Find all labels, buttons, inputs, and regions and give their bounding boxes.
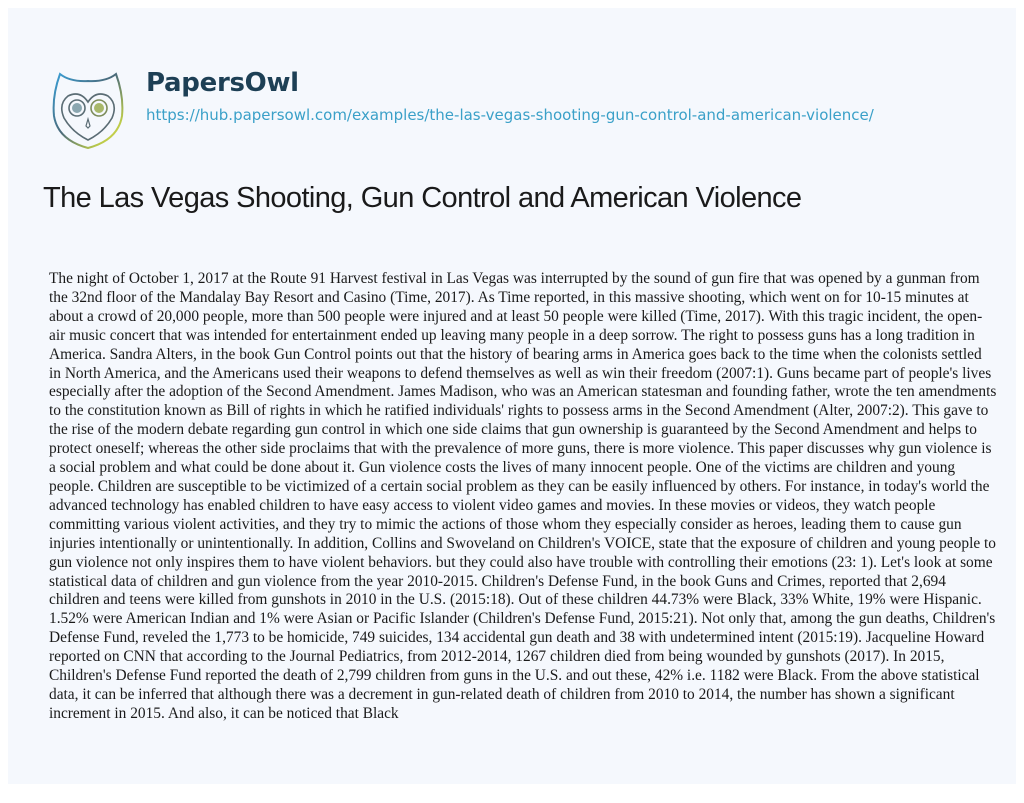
brand-block [146,64,906,126]
brand-name: PapersOwl [146,68,299,98]
site-header [50,64,906,152]
source-url-link[interactable]: https://hub.papersowl.com/examples/the-las-vegas-shooting-gun-control-and-american-violence/ [146,106,874,124]
owl-logo-icon [50,66,126,152]
document-page [8,8,1016,784]
article-title: The Las Vegas Shooting, Gun Control and American Violence [43,182,802,214]
article-body: The night of October 1, 2017 at the Route 91 Harvest festival in Las Vegas was interrupted by the sound of gun fire that was opened by a gunman from the 32nd floor of the Mandalay Bay Resort and Casino (Time, 2017). As Time reported, in this massive shooting, which went on for 10-15 minutes at about a crowd of 20,000 people, more than 500 people were injured and at least 50 people were killed (Time, 2017). With this tragic incident, the open-air music concert that was intended for entertainment ended up leaving many people in a deep sorrow. The right to possess guns has a long tradition in America. Sandra Alters, in the book Gun Control points out that the history of bearing arms in America goes back to the time when the colonists settled in North America, and the Americans used their weapons to defend themselves as well as win their freedom (2007:1). Guns became part of people's lives especially after the adoption of the Second Amendment. James Madison, who was an American statesman and founding father, wrote the ten amendments to the constitution known as Bill of rights in which he ratified individuals' rights to possess arms in the Second Amendment (Alter, 2007:2). This gave to the rise of the modern debate regarding gun control in which one side claims that gun ownership is guaranteed by the Second Amendment and helps to protect oneself; whereas the other side proclaims that with the prevalence of more guns, there is more violence. This paper discusses why gun violence is a social problem and what could be done about it. Gun violence costs the lives of many innocent people. One of the victims are children and young people. Children are susceptible to be victimized of a certain social problem as they can be easily influenced by others. For instance, in today's world the advanced technology has enabled children to have easy access to violent video games and movies. In these movies or videos, they watch people committing various violent activities, and they try to mimic the actions of those whom they especially consider as heroes, leading them to cause gun injuries intentionally or unintentionally. In addition, Collins and Swoveland on Children's VOICE, state that the exposure of children and young people to gun violence not only inspires them to have violent behaviors. but they could also have trouble with controlling their emotions (23: 1). Let's look at some statistical data of children and gun violence from the year 2010-2015. Children's Defense Fund, in the book Guns and Crimes, reported that 2,694 children and teens were killed from gunshots in 2010 in the U.S. (2015:18). Out of these children 44.73% were Black, 33% White, 19% were Hispanic. 1.52% were American Indian and 1% were Asian or Pacific Islander (Children's Defense Fund, 2015:21). Not only that, among the gun deaths, Children's Defense Fund, reveled the 1,773 to be homicide, 749 suicides, 134 accidental gun death and 38 with undetermined intent (2015:19). Jacqueline Howard reported on CNN that according to the Journal Pediatrics, from 2012-2014, 1267 children died from being wounded by gunshots (2017). In 2015, Children's Defense Fund reported the death of 2,799 children from guns in the U.S. and out these, 42% i.e. 1182 were Black. From the above statistical data, it can be inferred that although there was a decrement in gun-related death of children from 2010 to 2014, the number has shown a significant increment in 2015. And also, it can be noticed that Black [49,270,997,722]
